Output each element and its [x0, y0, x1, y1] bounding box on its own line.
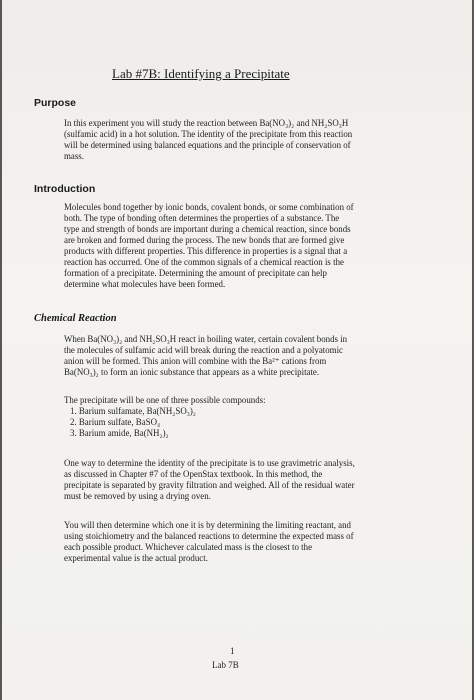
- purpose-paragraph: [64, 118, 404, 162]
- list-intro: The precipitate will be one of three possible compounds:: [64, 395, 266, 405]
- footer-label: Lab 7B: [212, 660, 239, 670]
- reaction-paragraph: [64, 334, 414, 378]
- introduction-heading: Introduction: [34, 183, 96, 195]
- paragraph-line: Molecules bond together by ionic bonds, covalent bonds, or some combination of: [64, 202, 354, 212]
- page-number: 1: [230, 646, 235, 656]
- paragraph-line: formation of a precipitate. Determining the amount of precipitate can help: [64, 268, 327, 278]
- paragraph-line: must be removed by using a drying oven.: [64, 491, 211, 501]
- compound-list: [64, 395, 414, 439]
- introduction-paragraph: [64, 202, 409, 290]
- paragraph-line: mass.: [64, 151, 84, 161]
- list-item: 2. Barium sulfate, BaSO₄: [70, 417, 161, 427]
- document-title: Lab #7B: Identifying a Precipitate: [112, 66, 290, 81]
- paragraph-line: reaction has occurred. One of the common signals of a chemical reaction is the: [64, 257, 344, 267]
- paragraph-line: will be determined using balanced equations and the principle of conservation of: [64, 140, 351, 150]
- paragraph-line: You will then determine which one it is by determining the limiting reactant, and: [64, 520, 351, 530]
- paragraph-line: In this experiment you will study the reaction between Ba(NO₃)₂ and NH₂SO₃H: [64, 118, 349, 128]
- gravimetric-paragraph: [64, 458, 419, 502]
- paragraph-line: determine what molecules have been formed.: [64, 279, 226, 289]
- paragraph-line: When Ba(NO₃)₂ and NH₂SO₃H react in boiling water, certain covalent bonds in: [64, 334, 348, 344]
- document-page: [2, 0, 472, 700]
- paragraph-line: experimental value is the actual product.: [64, 553, 208, 563]
- paragraph-line: (sulfamic acid) in a hot solution. The identity of the precipitate from this reaction: [64, 129, 353, 139]
- stoichiometry-paragraph: [64, 520, 424, 564]
- paragraph-line: Ba(NO₃)₂ to form an ionic substance that appears as a white precipitate.: [64, 367, 320, 377]
- paragraph-line: products with different properties. This difference in properties is a signal that a: [64, 246, 348, 256]
- chemical-reaction-heading: Chemical Reaction: [34, 313, 117, 324]
- paragraph-line: precipitate is separated by gravity filtration and weighed. All of the residual water: [64, 480, 355, 490]
- paragraph-line: anion will be formed. This anion will combine with the Ba²⁺ cations from: [64, 356, 327, 366]
- paragraph-line: the molecules of sulfamic acid will break during the reaction and a polyatomic: [64, 345, 343, 355]
- paragraph-line: are broken and formed during the process. The new bonds that are formed give: [64, 235, 345, 245]
- paragraph-line: using stoichiometry and the balanced reactions to determine the expected mass of: [64, 531, 354, 541]
- paragraph-line: each possible product. Whichever calculated mass is the closest to the: [64, 542, 313, 552]
- paragraph-line: One way to determine the identity of the precipitate is to use gravimetric analysis,: [64, 458, 355, 468]
- list-item: 1. Barium sulfamate, Ba(NH₂SO₃)₂: [70, 406, 196, 416]
- paragraph-line: type and strength of bonds are important during a chemical reaction, since bonds: [64, 224, 351, 234]
- paragraph-line: both. The type of bonding often determines the properties of a substance. The: [64, 213, 340, 223]
- paragraph-line: as discussed in Chapter #7 of the OpenStax textbook. In this method, the: [64, 469, 323, 479]
- list-item: 3. Barium amide, Ba(NH₂)₂: [70, 428, 169, 438]
- purpose-heading: Purpose: [34, 97, 77, 109]
